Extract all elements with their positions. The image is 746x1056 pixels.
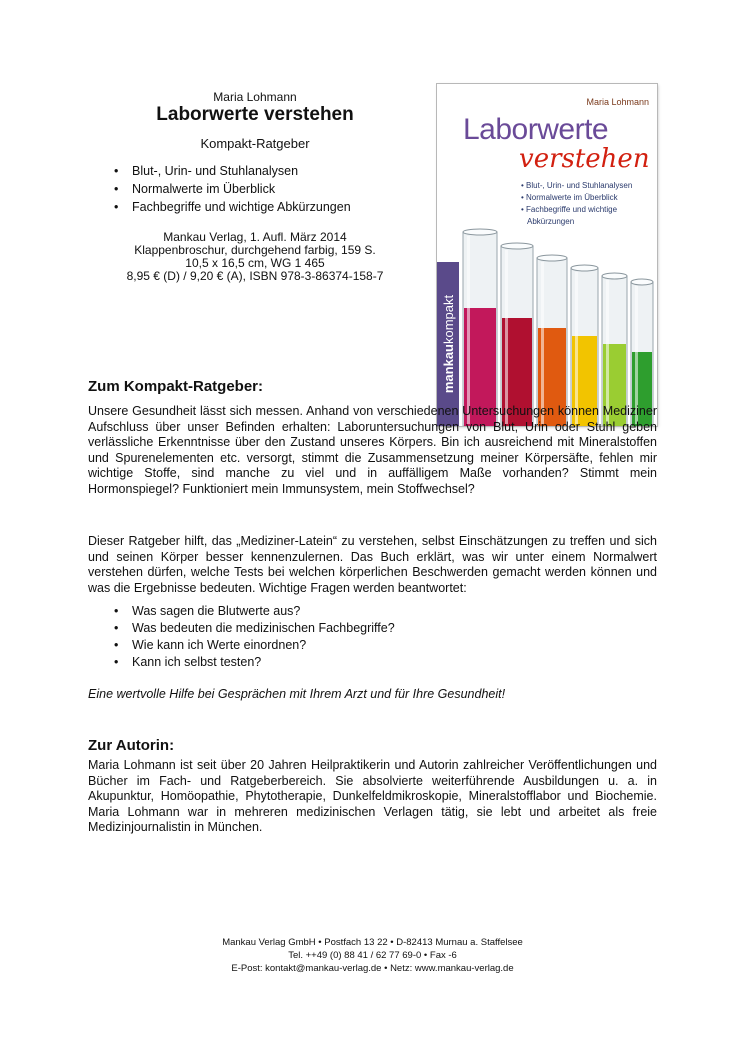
feature-list [110,162,351,216]
closing-statement: Eine wertvolle Hilfe bei Gesprächen mit Ihrem Arzt und für Ihre Gesundheit! [88,687,506,701]
question-item: • Was bedeuten die medizinischen Fachbegriffe? [110,620,395,637]
test-tubes-illustration [459,224,657,426]
feature-item: • Fachbegriffe und wichtige Abkürzungen [110,198,351,216]
tube-rim [631,279,653,285]
pubinfo-line: 10,5 x 16,5 cm, WG 1 465 [185,256,325,270]
footer-line: Mankau Verlag GmbH • Postfach 13 22 • D-82413 Murnau a. Staffelsee [222,937,523,948]
tube-rim [501,243,533,249]
cover-bullet: • Fachbegriffe und wichtige Abkürzungen [521,204,651,228]
tube-rim [602,273,627,279]
tube-rim [537,255,567,261]
pubinfo-line: Klappenbroschur, durchgehend farbig, 159 S. [134,243,376,257]
section-heading-autorin: Zur Autorin: [88,737,175,754]
pubinfo-line: 8,95 € (D) / 9,20 € (A), ISBN 978-3-86374-158-7 [126,269,384,283]
book-author: Maria Lohmann [213,90,297,104]
paragraph: Unsere Gesundheit lässt sich messen. Anhand von verschiedenen Untersuchungen können Mediziner Aufschluss über unser Befinden erhalten: Laboruntersuchungen von Blut, Urin oder Stuhl geben verlässliche Erkenntnisse über den Zustand unseres Körpers. Bin ich ausreichend mit Mineralstoffen und Spurenelementen etc. versorgt, stimmt die Zusammensetzung meiner Körpersäfte, fehlen mir wichtige Stoffe, sind manche zu viel und in auffälligem Maße vorhanden? Stimmt mein Hormonspiegel? Funktioniert mein Immunsystem, mein Stoffwechsel? [88,404,657,496]
footer-line: E-Post: kontakt@mankau-verlag.de • Netz: www.mankau-verlag.de [231,963,514,974]
cover-brand-logo [437,262,459,426]
feature-item: • Normalwerte im Überblick [110,180,351,198]
cover-author: Maria Lohmann [586,97,649,107]
cover-title-line1: Laborwerte [463,113,609,146]
paragraph: Maria Lohmann ist seit über 20 Jahren Heilpraktikerin und Autorin zahlreicher Veröffentlichungen und Bücher im Fach- und Ratgeberbereich. Sie absolvierte weiterführende Ausbildungen u. a. in Akupunktur, Homöopathie, Phytotherapie, Dunkelfeldmikroskopie, Mineralstofflabor und Biochemie. Maria Lohmann war in mehreren medizinischen Verlagen tätig, sie lebt und arbeitet als freie Medizinjournalistin in München. [88,758,657,834]
book-title: Laborwerte verstehen [156,104,354,125]
brand-bold: mankau [440,344,456,394]
publication-info [90,231,420,283]
tube-highlight [575,272,578,424]
cover-bullet-list [521,180,651,228]
tube-rim [463,229,497,235]
cover-bullet: • Blut-, Urin- und Stuhlanalysen [521,180,651,192]
pubinfo-line: Mankau Verlag, 1. Aufl. März 2014 [163,230,347,244]
brand-light: kompakt [440,294,456,344]
question-item: • Was sagen die Blutwerte aus? [110,603,395,620]
question-item: • Wie kann ich Werte einordnen? [110,637,395,654]
cover-title-line2: verstehen [519,144,650,174]
feature-item: • Blut-, Urin- und Stuhlanalysen [110,162,351,180]
cover-bullet: • Normalwerte im Überblick [521,192,651,204]
tube-highlight [467,236,470,424]
tube-rim [571,265,598,271]
tube-highlight [541,262,544,424]
section-heading-ratgeber: Zum Kompakt-Ratgeber: [88,378,264,395]
tube-highlight [606,280,609,424]
question-item: • Kann ich selbst testen? [110,654,395,671]
tube-highlight [505,250,508,424]
book-cover-image [437,84,657,426]
footer-line: Tel. ++49 (0) 88 41 / 62 77 69-0 • Fax -6 [288,950,457,961]
question-list [110,603,395,671]
book-subtitle: Kompakt-Ratgeber [200,136,310,151]
paragraph: Dieser Ratgeber hilft, das „Mediziner-Latein“ zu verstehen, selbst Einschätzungen zu treffen und sich und seinen Körper besser kennenzulernen. Das Buch erklärt, was wir unter einem Normalwert verstehen dürfen, welche Tests bei welchen körperlichen Beschwerden gemacht werden können und was die Ergebnisse bedeuten. Wichtige Fragen werden beantwortet: [88,534,657,595]
publisher-footer [88,936,657,975]
